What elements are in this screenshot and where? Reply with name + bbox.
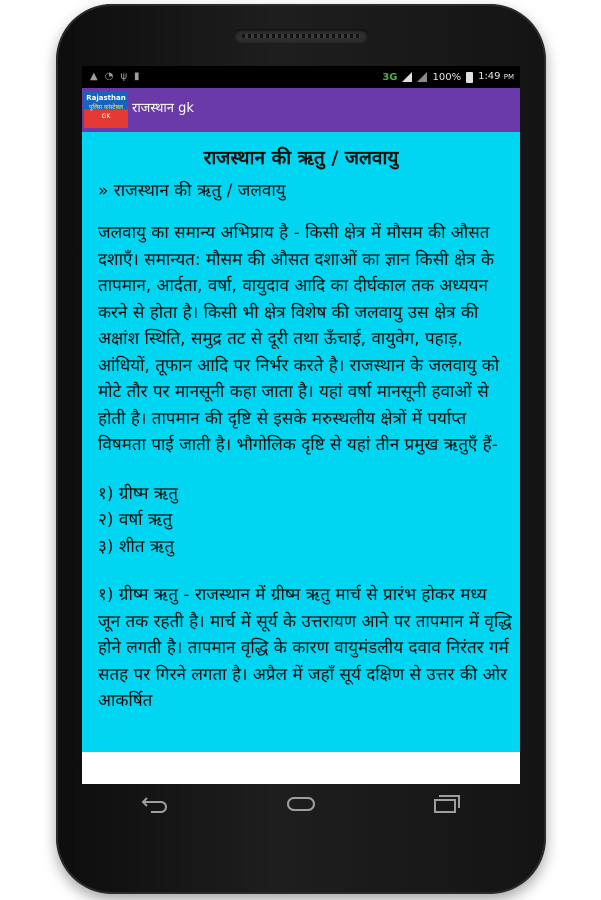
download-icon: ▮ <box>134 71 140 82</box>
app-logo[interactable] <box>84 92 128 128</box>
logo-text-middle: पुलिस कांस्टेबल <box>88 104 123 111</box>
season-list <box>98 481 520 561</box>
bottom-blank-area <box>82 752 520 784</box>
intro-paragraph: जलवायु का समान्य अभिप्राय है - किसी क्षेत्र में मौसम की औसत दशाएँ। समान्यत: मौसम की औसत दशाओं का ज्ञान किसी क्षेत्र के तापमान, आर्दता, वर्षा, वायुदाव आदि का दीर्घकाल तक अध्ययन करने से होता है। किसी भी क्षेत्र विशेष की जलवायु उस क्षेत्र की अक्षांश स्थिति, समुद्र तट से दूरी तथा ऊँचाई, वायुवेग, पहाड़, आंधियों, तूफान आदि पर निर्भर करते है। राजस्थान के जलवायु को मोटे तौर पर मानसूनी कहा जाता है। यहां वर्षा मानसूनी हवाओं से होती है। तापमान की दृष्टि से इसके मरुस्थलीय क्षेत्रों में पर्याप्त विषमता पाई जाती है। भौगोलिक दृष्टि से यहां तीन प्रमुख ऋतुएँ हैं- <box>98 223 500 455</box>
recent-apps-button[interactable] <box>427 789 467 819</box>
phone-frame <box>56 4 546 894</box>
notification-icon: ▲ <box>90 71 98 82</box>
sync-icon: ◔ <box>104 71 114 82</box>
battery-percent: 100% <box>432 71 462 83</box>
logo-text-top: Rajasthan <box>86 94 126 102</box>
status-system-icons <box>382 70 514 84</box>
earpiece-speaker <box>234 29 368 43</box>
back-icon <box>141 795 169 813</box>
battery-icon <box>466 72 473 83</box>
status-notification-icons <box>90 71 140 83</box>
home-button[interactable] <box>281 789 321 819</box>
device-screen <box>82 66 520 784</box>
status-bar <box>82 66 520 88</box>
app-title: राजस्थान gk <box>132 101 194 116</box>
back-button[interactable] <box>135 789 175 819</box>
list-item: १) ग्रीष्म ऋतु <box>98 483 178 504</box>
article-title: राजस्थान की ऋतु / जलवायु <box>203 147 399 169</box>
home-icon <box>287 797 315 811</box>
recent-apps-icon <box>434 795 460 813</box>
app-toolbar <box>82 88 520 132</box>
breadcrumb: » राजस्थान की ऋतु / जलवायु <box>98 181 286 201</box>
list-item: २) वर्षा ऋतु <box>98 510 173 530</box>
summer-paragraph: १) ग्रीष्म ऋतु - राजस्थान में ग्रीष्म ऋतु मार्च से प्रारंभ होकर मध्य जून तक रहती है। मार्च में सूर्य के उत्तरायण आने पर तापमान में वृद्धि होने लगती है। तापमान वृद्धि के कारण वायुमंडलीय दवाव निरंतर गर्म सतह पर गिरने लगता है। अप्रैल में जहाँ सूर्य दक्षिण से उत्तर की ओर आकर्षित <box>98 585 512 711</box>
article-content[interactable] <box>82 132 520 752</box>
clock: 1:49 PM <box>478 71 514 82</box>
wifi-signal-icon <box>417 72 427 82</box>
mobile-signal-icon <box>402 72 412 82</box>
usb-icon: ψ <box>120 71 128 82</box>
list-item: ३) शीत ऋतु <box>98 536 175 557</box>
network-type-label: 3G <box>382 71 398 83</box>
logo-text-bottom: GK <box>101 113 111 120</box>
navigation-bar <box>82 784 520 824</box>
